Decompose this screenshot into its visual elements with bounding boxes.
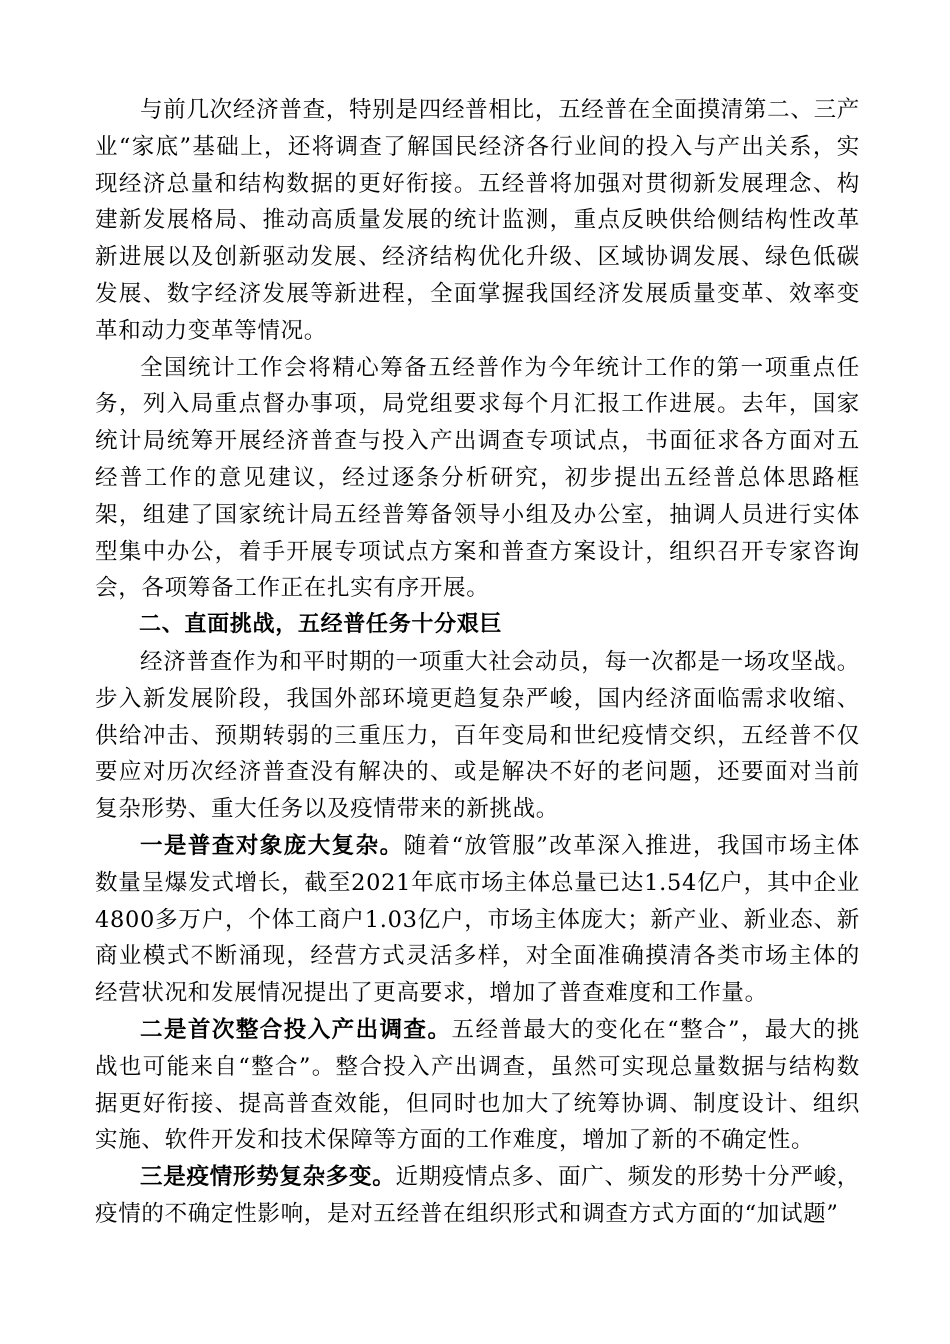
section-heading-challenges: 二、直面挑战，五经普任务十分艰巨 (139, 612, 503, 638)
paragraph-preparation-work: 全国统计工作会将精心筹备五经普作为今年统计工作的第一项重点任务，列入局重点督办事项，局党组要求每个月汇报工作进展。去年，国家统计局统筹开展经济普查与投入产出调查专项试点，书面征求各方面对五经普工作的意见建议，经过逐条分析研究，初步提出五经普总体思路框架，组建了国家统计局五经普筹备领导小组及办公室，抽调人员进行实体型集中办公，着手开展专项试点方案和普查方案设计，组织召开专家咨询会，各项筹备工作正在扎实有序开展。 (95, 354, 860, 602)
paragraph-challenges-intro: 经济普查作为和平时期的一项重大社会动员，每一次都是一场攻坚战。步入新发展阶段，我国外部环境更趋复杂严峻，国内经济面临需求收缩、供给冲击、预期转弱的三重压力，百年变局和世纪疫情交织，五经普不仅要应对历次经济普查没有解决的、或是解决不好的老问题，还要面对当前复杂形势、重大任务以及疫情带来的新挑战。 (95, 648, 860, 823)
document-page (95, 92, 860, 1233)
challenge-two-lead: 二是首次整合投入产出调查。 (140, 1016, 452, 1043)
challenge-one-lead: 一是普查对象庞大复杂。 (140, 832, 404, 859)
challenge-three-lead: 三是疫情形势复杂多变。 (140, 1164, 396, 1191)
paragraph-economic-census-comparison: 与前几次经济普查，特别是四经普相比，五经普在全面摸清第二、三产业“家底”基础上，还将调查了解国民经济各行业间的投入与产出关系，实现经济总量和结构数据的更好衔接。五经普将加强对贯彻新发展理念、构建新发展格局、推动高质量发展的统计监测，重点反映供给侧结构性改革新进展以及创新驱动发展、经济结构优化升级、区域协调发展、绿色低碳发展、数字经济发展等新进程，全面掌握我国经济发展质量变革、效率变革和动力变革等情况。 (95, 97, 860, 344)
challenge-three-body: 近期疫情点多、面广、频发的形势十分严峻，疫情的不确定性影响，是对五经普在组织形式和调查方式方面的“加试题” (95, 1164, 860, 1227)
challenge-one-body: 随着“放管服”改革深入推进，我国市场主体数量呈爆发式增长，截至2021年底市场主体总量已达1.54亿户，其中企业4800多万户，个体工商户1.03亿户，市场主体庞大；新产业、新业态、新商业模式不断涌现，经营方式灵活多样，对全面准确摸清各类市场主体的经营状况和发展情况提出了更高要求，增加了普查难度和工作量。 (95, 832, 860, 1007)
paragraph-challenge-one (95, 828, 860, 1012)
paragraph-challenge-two (95, 1012, 860, 1159)
paragraph-challenge-three (95, 1159, 860, 1233)
challenge-two-body: 五经普最大的变化在“整合”，最大的挑战也可能来自“整合”。整合投入产出调查，虽然可实现总量数据与结构数据更好衔接、提高普查效能，但同时也加大了统筹协调、制度设计、组织实施、软件开发和技术保障等方面的工作难度，增加了新的不确定性。 (95, 1016, 860, 1154)
